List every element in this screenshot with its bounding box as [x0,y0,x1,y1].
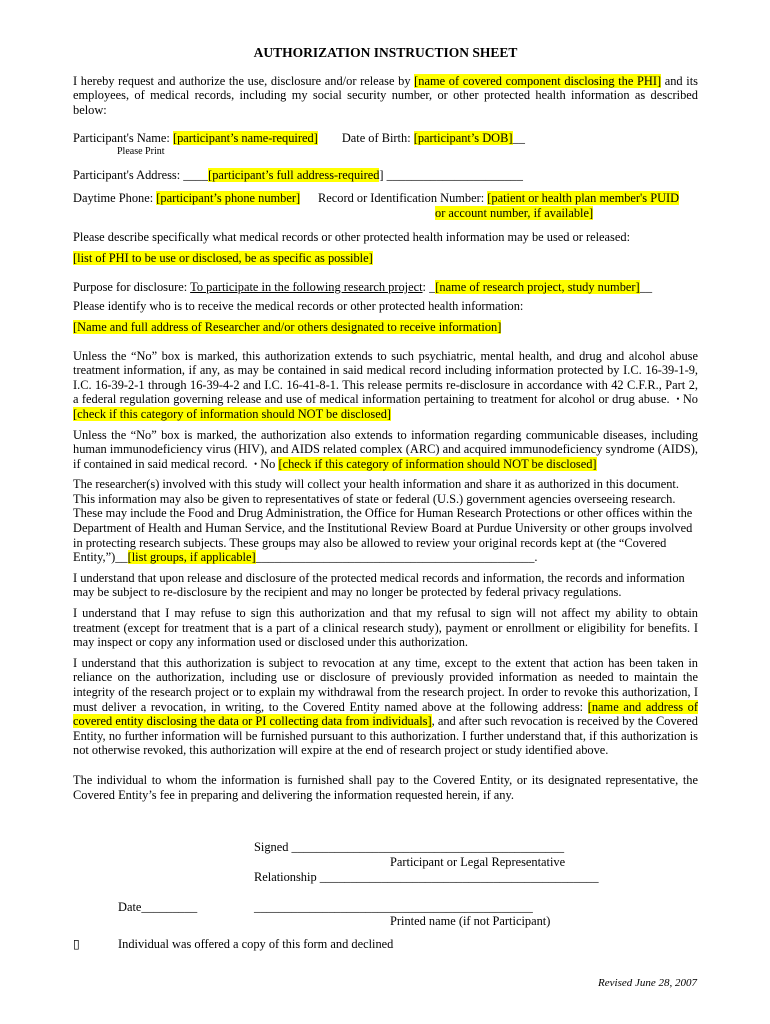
date-line[interactable]: Date_________ [118,900,198,914]
participant-name-label: Participant's Name: [73,131,173,146]
refuse-paragraph: I understand that I may refuse to sign this authorization and that my refusal to sign will not affect my ability to obtain treatment (except for treatment that is a part of a clinical research study), payment or enrollment or eligibility for benefits. I may inspect or copy any information used or disclosed under this authorization. [73,606,698,650]
communicable-paragraph [73,428,698,472]
record-label: Record or Identification Number: [318,190,488,205]
researchers-tail: _____________________________________________. [255,550,538,565]
copy-offer-checkbox-icon[interactable]: ▯ [73,937,80,951]
participant-name-row [73,131,698,146]
fee-paragraph: The individual to whom the information is furnished shall pay to the Covered Entity, or its designated representative, the Covered Entity’s fee in preparing and delivering the information requested herein, if any. [73,772,698,802]
revocation-text-end: , and after such revocation is received by the Covered Entity, no further information will be furnished pursuant to this authorization. I further understand that, if this authorization is not otherwise revoked, this authorization will expire at the end of research project or study identified above. [73,714,698,758]
address-tail: ] ______________________ [379,167,523,182]
participant-name-field[interactable]: [participant’s name-required] [172,131,318,146]
document-title: AUTHORIZATION INSTRUCTION SHEET [253,45,518,60]
records-field[interactable]: [list of PHI to be use or disclosed, be as specific as possible] [73,251,373,266]
researchers-text: The researcher(s) involved with this study will collect your health information and share it as authorized in this document. This information may also be given to representatives of state or federal (U.S.) government agencies overseeing research. These may include the Food and Drug Administration, the Office for Human Research Protections or other offices within the Department of Health and Human Service, and the Institutional Review Board at Purdue University or other groups involved in protecting research subjects. These groups may also be allowed to review your original records kept at (the “Covered Entity,”)__ [73,477,693,565]
psychiatric-no-label: No [679,392,698,407]
psychiatric-paragraph [73,349,698,422]
document-body [73,46,698,802]
revocation-address-field[interactable]: [name and address of covered entity disclosing the data or PI collecting data from individuals] [73,699,698,729]
please-print-note: Please Print [117,145,165,157]
intro-text-end: and its employees, of medical records, including my social security number, or other protected health information as described below: [73,73,698,117]
purpose-underlined-text: To participate in the following research project [190,279,423,294]
dob-field[interactable]: [participant’s DOB] [413,131,513,146]
researchers-paragraph [73,477,698,565]
signed-caption: Participant or Legal Representative [390,855,566,869]
copy-offer-text: Individual was offered a copy of this form and declined [118,937,394,951]
groups-field[interactable]: [list groups, if applicable] [127,550,256,565]
communicable-no-label: No [257,456,279,471]
purpose-tail: __ [639,279,653,294]
purpose-row [73,280,698,295]
intro-text: I hereby request and authorize the use, disclosure and/or release by [73,73,415,88]
recipient-prompt: Please identify who is to receive the medical records or other protected health information: [73,299,524,314]
intro-paragraph [73,74,698,118]
psychiatric-no-field[interactable]: [check if this category of information should NOT be disclosed] [73,406,392,421]
relationship-line[interactable]: Relationship _____________________________________________ [254,870,599,884]
record-field-line-2[interactable]: or account number, if available] [435,205,594,220]
printed-name-line[interactable]: _____________________________________________ [254,900,533,914]
dob-tail: __ [512,131,525,146]
psychiatric-text: Unless the “No” box is marked, this authorization extends to such psychiatric, mental health, and drug and alcohol abuse treatment information, if any, as may be contained in said medical record including information protected by I.C. 16-39-1-9, I.C. 16-39-2-1 through 16-39-4-2 and I.C. 16-41-8-1. This release permits re-disclosure in accordance with 42 C.F.R., Part 2, a federal regulation governing release and use of medical information pertaining to treatment for alcohol or drug abuse. [73,348,698,407]
phone-record-row [73,191,698,223]
phone-label: Daytime Phone: [73,190,157,205]
signed-line[interactable]: Signed ____________________________________________ [254,840,565,854]
communicable-no-bullet: • [253,458,258,469]
revision-date: Revised June 28, 2007 [598,977,697,989]
communicable-text: Unless the “No” box is marked, the authorization also extends to information regarding communicable diseases, including human immunodeficiency virus (HIV), and AIDS related complex (ARC) and acquired immunodeficiency syndrome (AIDS), if contained in said medical record. [73,427,698,471]
address-label: Participant's Address: ____ [73,167,209,182]
research-project-field[interactable]: [name of research project, study number] [435,279,640,294]
address-field[interactable]: [participant’s full address-required [208,167,380,182]
record-field-line-1[interactable]: [patient or health plan member's PUID [487,190,680,205]
phone-field[interactable]: [participant’s phone number] [156,190,301,205]
participant-address-row [73,168,698,183]
revocation-paragraph [73,656,698,758]
purpose-colon: : _ [422,279,436,294]
purpose-label: Purpose for disclosure: [73,279,191,294]
records-prompt: Please describe specifically what medical records or other protected health information may be used or released: [73,229,631,244]
recipient-field[interactable]: [Name and full address of Researcher and/or others designated to receive information] [73,319,502,334]
dob-label: Date of Birth: [341,131,414,146]
redisclosure-paragraph: I understand that upon release and disclosure of the protected medical records and information, the records and information may be subject to re-disclosure by the recipient and may no longer be protected by federal privacy regulations. [73,570,685,600]
printed-name-caption: Printed name (if not Participant) [390,914,551,928]
communicable-no-field[interactable]: [check if this category of information should NOT be disclosed] [278,456,597,471]
covered-component-field[interactable]: [name of covered component disclosing the PHI] [414,73,662,88]
psychiatric-no-bullet: • [676,394,680,405]
revocation-text: I understand that this authorization is subject to revocation at any time, except to the extent that action has been taken in reliance on the authorization, including use or disclosure of previously provided information as needed to maintain the integrity of the research project or to explain my withdrawal from the research project. In order to revoke this authorization, I must deliver a revocation, in writing, to the Covered Entity named above at the following address: [73,655,698,714]
